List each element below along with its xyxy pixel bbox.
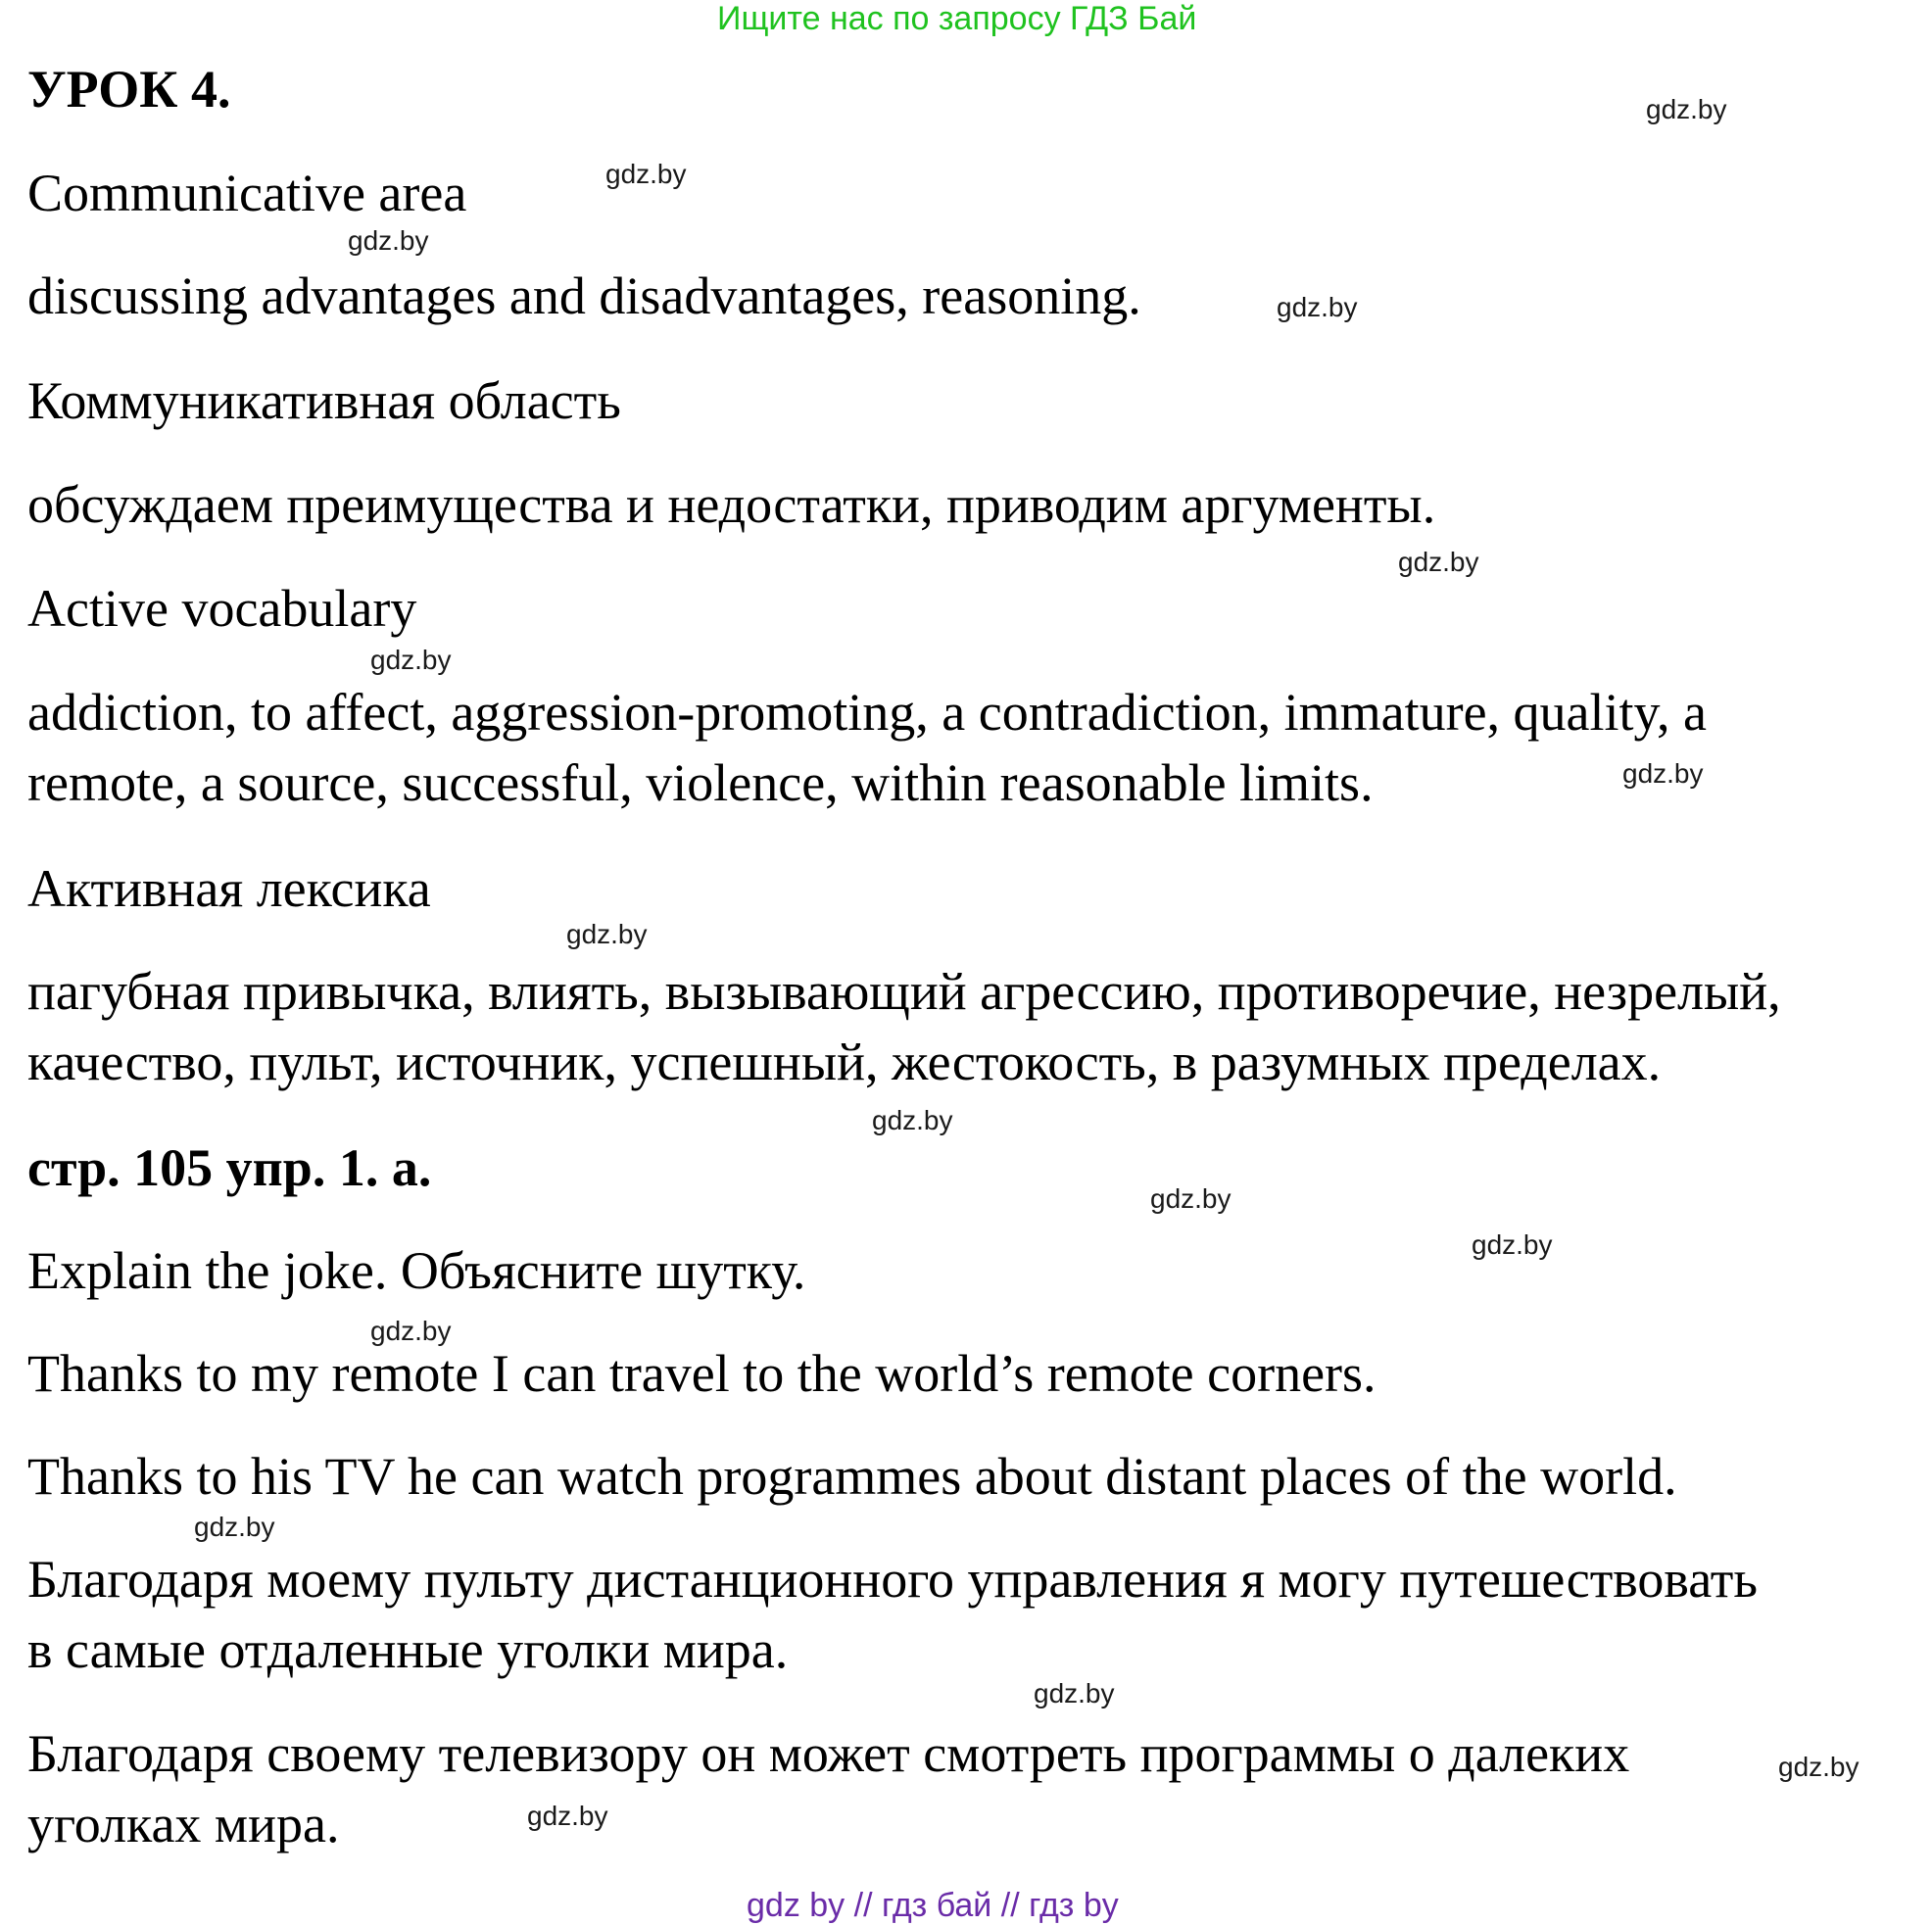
translation-2-line-2: уголках мира. (27, 1795, 340, 1853)
watermark: gdz.by (370, 645, 452, 675)
communicative-area-label: Communicative area (27, 164, 467, 222)
footer-links: gdz by // гдз бай // гдз by (747, 1887, 1119, 1924)
active-vocab-ru-label: Активная лексика (27, 859, 431, 918)
watermark: gdz.by (348, 225, 429, 256)
communicative-area-ru-label: Коммуникативная область (27, 371, 621, 430)
watermark: gdz.by (1622, 758, 1704, 789)
active-vocab-label: Active vocabulary (27, 579, 417, 638)
watermark: gdz.by (1472, 1229, 1553, 1260)
watermark: gdz.by (1646, 94, 1727, 124)
watermark: gdz.by (194, 1512, 275, 1542)
watermark: gdz.by (1398, 547, 1479, 577)
translation-2-line-1: Благодаря своему телевизору он может смотреть программы о далеких (27, 1724, 1630, 1783)
exercise-task: Explain the joke. Объясните шутку. (27, 1241, 806, 1300)
communicative-area-ru-text: обсуждаем преимущества и недостатки, приводим аргументы. (27, 475, 1436, 534)
watermark: gdz.by (872, 1105, 953, 1135)
watermark: gdz.by (605, 159, 687, 189)
watermark: gdz.by (370, 1316, 452, 1346)
active-vocab-ru-line-1: пагубная привычка, влиять, вызывающий агрессию, противоречие, незрелый, (27, 962, 1781, 1021)
communicative-area-text: discussing advantages and disadvantages, reasoning. (27, 266, 1141, 325)
exercise-heading: стр. 105 упр. 1. а. (27, 1138, 432, 1197)
lesson-title: УРОК 4. (27, 60, 231, 119)
translation-1-line-2: в самые отдаленные уголки мира. (27, 1620, 789, 1679)
active-vocab-line-2: remote, a source, successful, violence, within reasonable limits. (27, 753, 1374, 812)
watermark: gdz.by (1277, 292, 1358, 322)
watermark: gdz.by (566, 919, 648, 949)
active-vocab-ru-line-2: качество, пульт, источник, успешный, жестокость, в разумных пределах. (27, 1033, 1662, 1091)
top-banner: Ищите нас по запросу ГДЗ Бай (717, 0, 1197, 37)
joke-text: Thanks to my remote I can travel to the world’s remote corners. (27, 1344, 1377, 1403)
active-vocab-line-1: addiction, to affect, aggression-promoting, a contradiction, immature, quality, a (27, 683, 1707, 742)
watermark: gdz.by (527, 1801, 608, 1831)
watermark: gdz.by (1034, 1678, 1115, 1708)
watermark: gdz.by (1778, 1752, 1860, 1782)
watermark: gdz.by (1150, 1183, 1232, 1214)
explanation-en: Thanks to his TV he can watch programmes about distant places of the world. (27, 1447, 1677, 1506)
translation-1-line-1: Благодаря моему пульту дистанционного управления я могу путешествовать (27, 1550, 1758, 1609)
